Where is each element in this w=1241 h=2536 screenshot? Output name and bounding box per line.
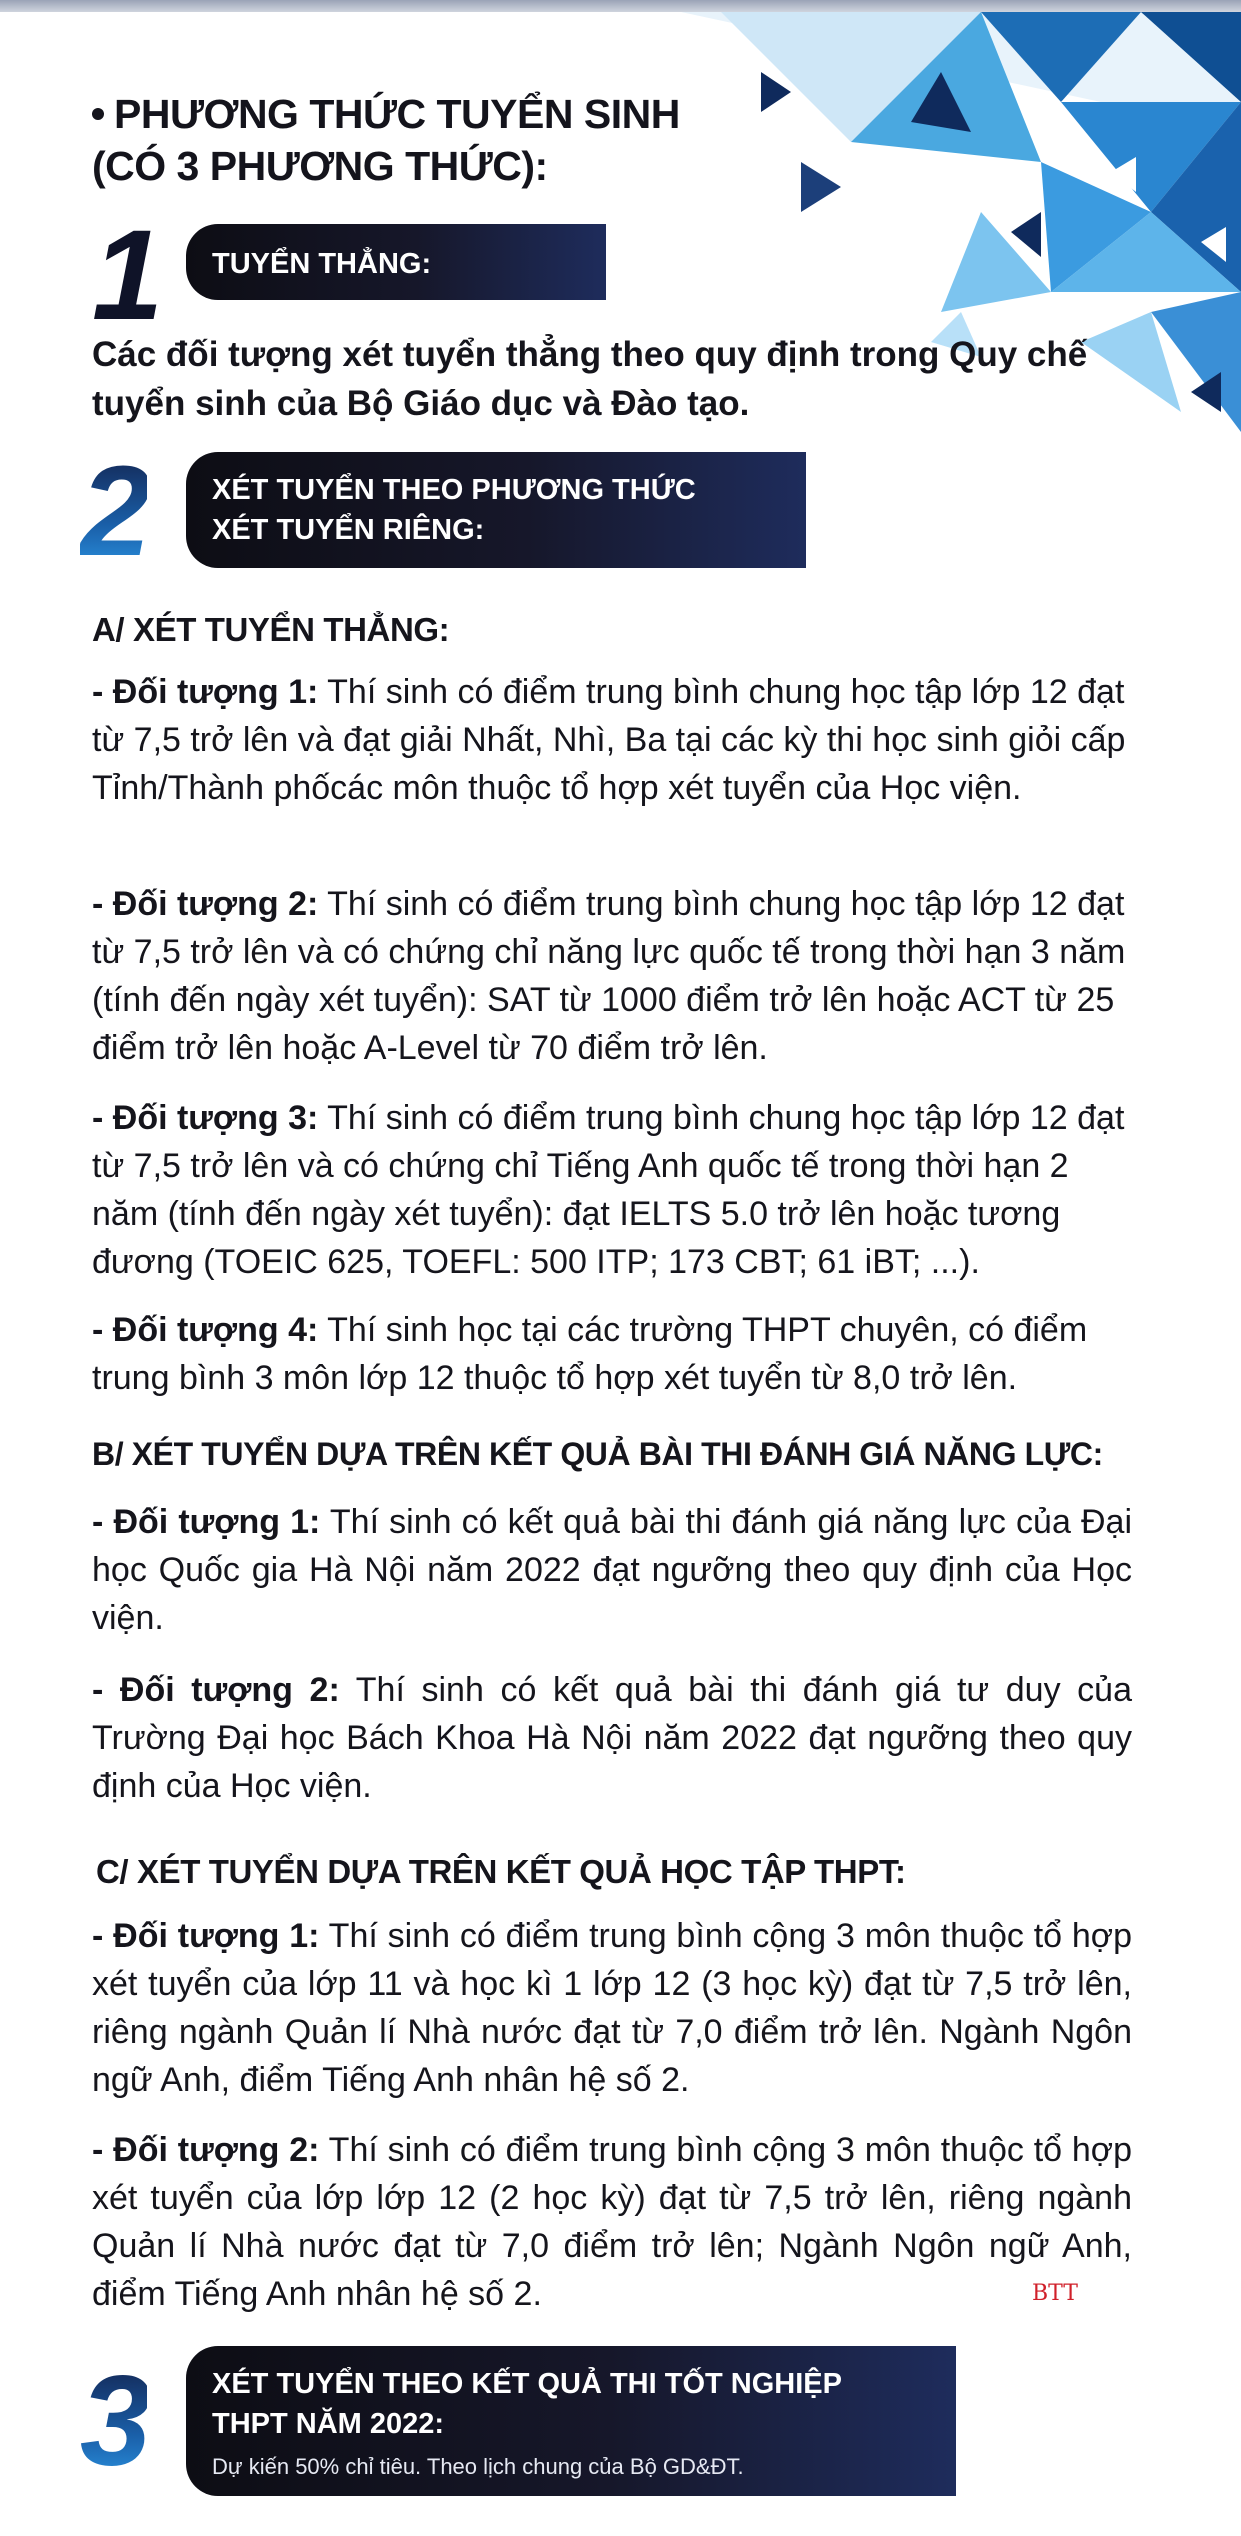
section-c-item-2: - Đối tượng 2: Thí sinh có điểm trung bình cộng 3 môn thuộc tổ hợp xét tuyển của lớp lớp 12 (2 học kỳ) đạt từ 7,5 trở lên, riêng ngành Quản lí Nhà nước đạt từ 7,0 điểm trở lên; Ngành Ngôn ngữ Anh, điểm Tiếng Anh nhân hệ số 2. — [92, 2131, 1133, 2313]
page-title: PHƯƠNG THỨC TUYỂN SINH (CÓ 3 PHƯƠNG THỨC): — [92, 91, 680, 189]
method-1-description: Các đối tượng xét tuyển thẳng theo quy định trong Quy chế tuyển sinh của Bộ Giáo dục và Đào tạo. — [92, 335, 1088, 423]
section-a-item-1: - Đối tượng 1: Thí sinh có điểm trung bình chung học tập lớp 12 đạt từ 7,5 trở lên và đạt giải Nhất, Nhì, Ba tại các kỳ thi học sinh giỏi cấp Tỉnh/Thành phốcác môn thuộc tổ hợp xét tuyển của Học viện. — [92, 673, 1126, 807]
bullet-icon — [92, 108, 104, 120]
method-3-note: Dự kiến 50% chỉ tiêu. Theo lịch chung của Bộ GD&ĐT. — [212, 2454, 744, 2479]
section-b-item-1: - Đối tượng 1: Thí sinh có kết quả bài thi đánh giá năng lực của Đại học Quốc gia Hà Nội năm 2022 đạt ngưỡng theo quy định của Học viện. — [92, 1503, 1133, 1637]
section-a-item-3: - Đối tượng 3: Thí sinh có điểm trung bình chung học tập lớp 12 đạt từ 7,5 trở lên và có chứng chỉ Tiếng Anh quốc tế trong thời hạn 2 năm (tính đến ngày xét tuyển): đạt IELTS 5.0 trở lên hoặc tương đương (TOEIC 625, TOEFL: 500 ITP; 173 CBT; 61 iBT; ...). — [92, 1099, 1125, 1281]
section-a-item-2: - Đối tượng 2: Thí sinh có điểm trung bình chung học tập lớp 12 đạt từ 7,5 trở lên và có chứng chỉ năng lực quốc tế trong thời hạn 3 năm (tính đến ngày xét tuyển): SAT từ 1000 điểm trở lên hoặc ACT từ 25 điểm trở lên hoặc A-Level từ 70 điểm trở lên. — [92, 885, 1126, 1067]
section-a-title: A/ XÉT TUYỂN THẲNG: — [92, 611, 450, 648]
method-2-banner: XÉT TUYỂN THEO PHƯƠNG THỨC XÉT TUYỂN RIÊNG: — [186, 452, 806, 568]
method-number-1: 1 — [92, 204, 160, 347]
author-stamp: BTT — [1032, 2281, 1078, 2306]
section-a-item-4: - Đối tượng 4: Thí sinh học tại các trường THPT chuyên, có điểm trung bình 3 môn lớp 12 thuộc tổ hợp xét tuyển từ 8,0 trở lên. — [92, 1311, 1088, 1397]
method-number-3: 3 — [80, 2350, 148, 2493]
method-3-banner: XÉT TUYỂN THEO KẾT QUẢ THI TỐT NGHIỆP THPT NĂM 2022: Dự kiến 50% chỉ tiêu. Theo lịch chung của Bộ GD&ĐT. — [186, 2346, 956, 2496]
section-c-item-1: - Đối tượng 1: Thí sinh có điểm trung bình cộng 3 môn thuộc tổ hợp xét tuyển của lớp 11 và học kì 1 lớp 12 (3 học kỳ) đạt từ 7,5 trở lên, riêng ngành Quản lí Nhà nước đạt từ 7,0 điểm trở lên. Ngành Ngôn ngữ Anh, điểm Tiếng Anh nhân hệ số 2. — [92, 1917, 1133, 2099]
section-b-title: B/ XÉT TUYỂN DỰA TRÊN KẾT QUẢ BÀI THI ĐÁNH GIÁ NĂNG LỰC: — [92, 1436, 1103, 1472]
section-b-item-2: - Đối tượng 2: Thí sinh có kết quả bài thi đánh giá tư duy của Trường Đại học Bách Khoa Hà Nội năm 2022 đạt ngưỡng theo quy định của Học viện. — [92, 1671, 1132, 1805]
method-number-2: 2 — [80, 440, 148, 583]
method-1-banner: TUYỂN THẲNG: — [186, 224, 606, 300]
section-c-title: C/ XÉT TUYỂN DỰA TRÊN KẾT QUẢ HỌC TẬP THPT: — [96, 1853, 906, 1890]
